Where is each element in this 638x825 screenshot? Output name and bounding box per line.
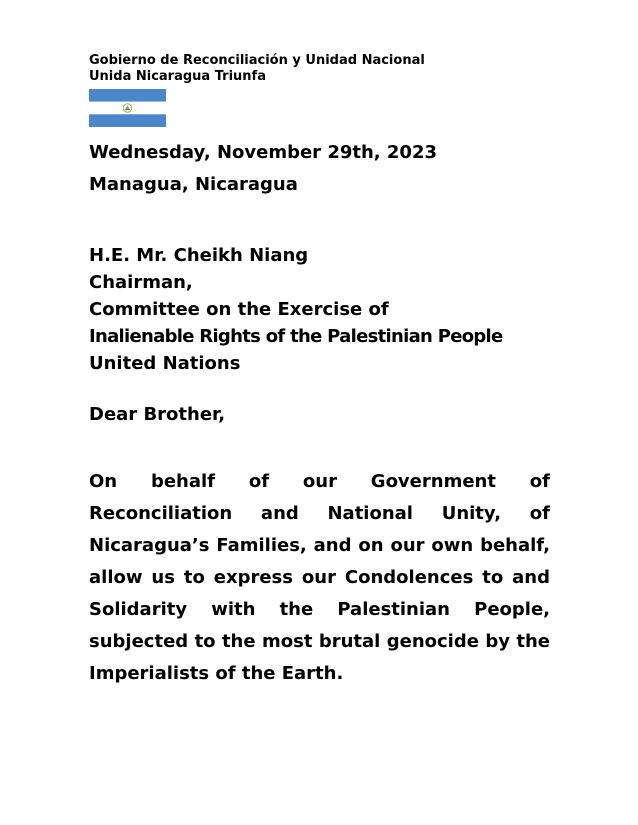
letter-date: Wednesday, November 29th, 2023 — [89, 142, 437, 163]
letter-place: Managua, Nicaragua — [89, 174, 298, 195]
recipient-committee-cont: Inalienable Rights of the Palestinian People — [89, 326, 503, 347]
recipient-committee: Committee on the Exercise of — [89, 299, 389, 320]
recipient-block — [89, 242, 503, 377]
letterhead-line-1: Gobierno de Reconciliación y Unidad Nacional — [89, 53, 425, 68]
letter-body: On behalf of our Government of Reconciliation and National Unity, of Nicaragua’s Families, and on our own behalf, allow us to express our Condolences to and Solidarity with the Palestinian People, subjected to the most brutal genocide by the Imperialists of the Earth. — [89, 471, 550, 684]
letterhead-line-2: Unida Nicaragua Triunfa — [89, 69, 266, 84]
recipient-organization: United Nations — [89, 353, 241, 374]
nicaragua-flag-icon — [89, 89, 166, 127]
recipient-title: Chairman, — [89, 272, 193, 293]
letterhead — [89, 53, 425, 85]
recipient-name: H.E. Mr. Cheikh Niang — [89, 245, 309, 266]
salutation: Dear Brother, — [89, 404, 226, 425]
